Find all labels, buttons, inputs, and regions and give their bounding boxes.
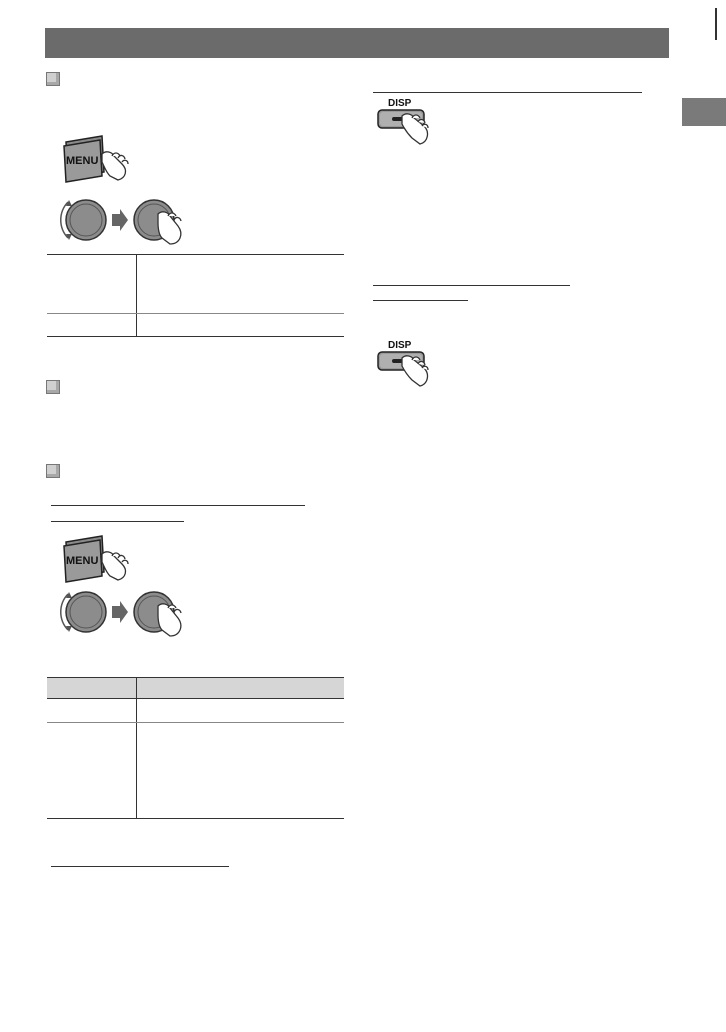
table-2-header-rule [47,698,344,699]
underline-rule [373,300,468,301]
table-2-header-row [47,678,344,698]
menu-button-label: MENU [66,155,99,167]
control-dial-icon [61,200,106,240]
disp-button-label: DISP [388,340,412,351]
square-bullet-icon [46,72,60,86]
menu-button-illustration [62,132,142,184]
section-header-bar [45,28,669,58]
disp-button-illustration [376,338,456,390]
table-2-top-rule [47,677,344,678]
table-2-column-divider [136,678,137,819]
menu-button-illustration [62,532,142,584]
table-1-top-rule [47,254,344,255]
disp-button-icon [376,96,456,148]
arrow-right-icon [112,209,128,231]
table-1-bottom-rule [47,336,344,337]
disp-button-illustration [376,96,456,148]
table-1-column-divider [136,254,137,336]
language-side-tab [682,98,726,126]
dial-turn-press-illustration [62,194,202,250]
underline-rule [51,521,184,522]
underline-rule [373,92,642,93]
menu-button-icon [62,532,142,584]
table-1-row-divider [47,313,344,314]
underline-rule [51,866,229,867]
page-edge-rule [715,8,717,40]
control-dial-icon [61,592,106,632]
table-2-row-divider [47,722,344,723]
square-bullet-icon [46,464,60,478]
table-2-bottom-rule [47,818,344,819]
pointing-hand-icon [102,552,128,580]
disp-button-label: DISP [388,98,412,109]
underline-rule [373,285,570,286]
menu-button-label: MENU [66,555,99,567]
square-bullet-icon [46,380,60,394]
menu-button-icon [62,132,142,184]
pointing-hand-icon [102,152,128,180]
underline-rule [51,505,305,506]
disp-button-icon [376,338,456,390]
arrow-right-icon [112,601,128,623]
dial-turn-press-illustration [62,586,202,642]
